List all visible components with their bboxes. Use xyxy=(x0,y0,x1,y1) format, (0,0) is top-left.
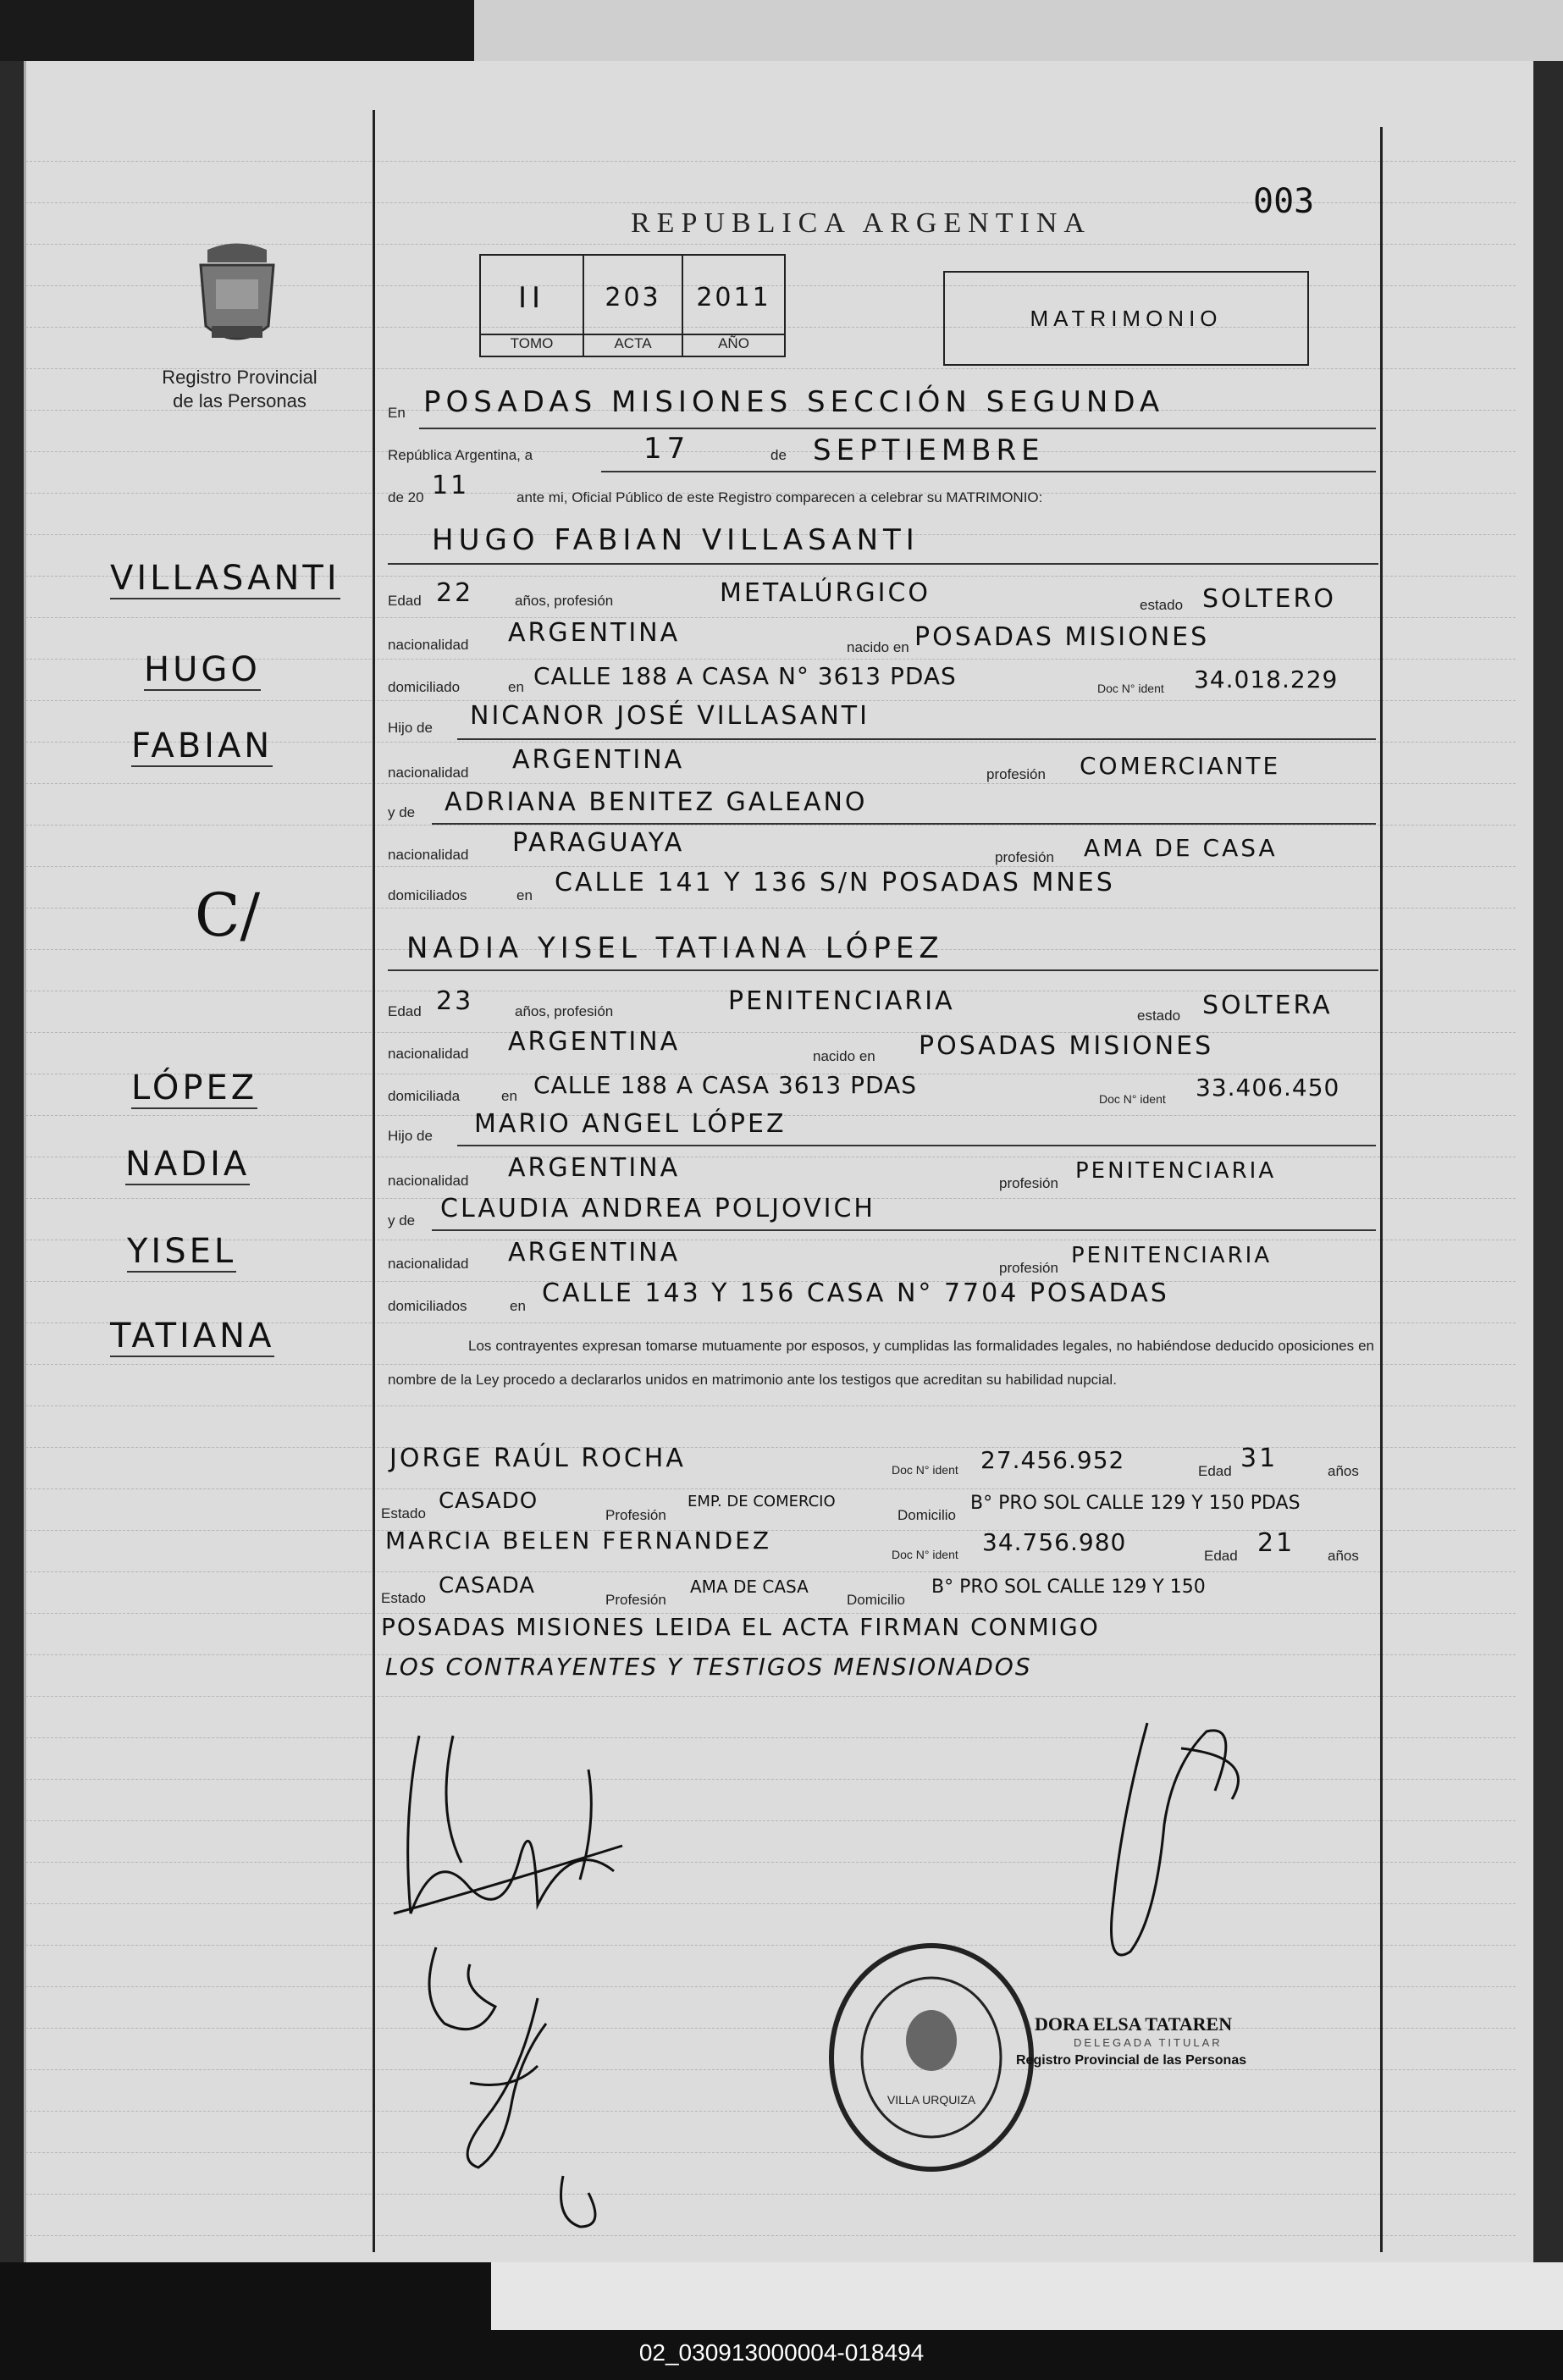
statement: ante mi, Oficial Público de este Registro comparecen a celebrar su MATRIMONIO: xyxy=(516,489,1043,505)
ruled-line xyxy=(25,2069,1516,2070)
tomo-value: II xyxy=(517,281,546,315)
day: 17 xyxy=(643,432,691,466)
groom-mother-prof-label: profesión xyxy=(995,849,1054,865)
ruled-line xyxy=(25,2152,1516,2153)
groom-birthplace: POSADAS MISIONES xyxy=(914,622,1210,652)
groom-parents-address: CALLE 141 Y 136 S/N POSADAS MNES xyxy=(555,868,1115,897)
ruled-line xyxy=(25,825,1516,826)
groom-en-label: en xyxy=(508,679,524,695)
bride-dom-label: domiciliada xyxy=(388,1088,461,1104)
bride-name-line xyxy=(388,969,1378,971)
bride-parents-address: CALLE 143 Y 156 CASA N° 7704 POSADAS xyxy=(542,1278,1169,1308)
bride-yde-label: y de xyxy=(388,1212,416,1229)
bride-mother-prof-label: profesión xyxy=(999,1260,1058,1276)
ruled-line xyxy=(25,2194,1516,2195)
witness2-name: MARCIA BELEN FERNANDEZ xyxy=(385,1527,772,1554)
witness1-name: JORGE RAÚL ROCHA xyxy=(389,1444,686,1473)
official-org: Registro Provincial de las Personas xyxy=(1016,2053,1247,2068)
witness2-estado-label: Estado xyxy=(381,1590,426,1606)
date-line xyxy=(601,471,1376,472)
groom-father: NICANOR JOSÉ VILLASANTI xyxy=(470,701,870,731)
province-emblem xyxy=(191,241,284,360)
place: POSADAS MISIONES SECCIÓN SEGUNDA xyxy=(423,385,1165,419)
margin-bride-middle: YISEL xyxy=(127,1232,237,1271)
ruled-line xyxy=(25,1945,1516,1946)
bride-age: 23 xyxy=(436,986,474,1016)
act-type: MATRIMONIO xyxy=(1030,305,1223,331)
registry-name-line1: Registro Provincial xyxy=(162,367,318,388)
bride-father-nac-label: nacionalidad xyxy=(388,1173,469,1189)
witness1-edad-label: Edad xyxy=(1198,1463,1232,1479)
witness2-profession: AMA DE CASA xyxy=(690,1577,809,1597)
bride-doc: 33.406.450 xyxy=(1196,1074,1340,1102)
groom-yde-label: y de xyxy=(388,804,416,820)
groom-parents-en-label: en xyxy=(516,887,533,903)
year-prefix: de 20 xyxy=(388,489,424,505)
groom-mother-line xyxy=(432,823,1376,825)
anio-value: 2011 xyxy=(696,283,771,312)
groom-doc-label: Doc N° ident xyxy=(1097,682,1164,695)
groom-edad-label: Edad xyxy=(388,593,422,609)
witness1-anos-label: años xyxy=(1328,1463,1359,1479)
ruled-line xyxy=(25,2111,1516,2112)
bride-parents-en-label: en xyxy=(510,1298,526,1314)
bride-estado-label: estado xyxy=(1137,1008,1181,1024)
witness1-profession: EMP. DE COMERCIO xyxy=(688,1493,836,1510)
ruled-line xyxy=(25,1405,1516,1406)
record-box xyxy=(479,254,786,357)
margin-groom-surname: VILLASANTI xyxy=(110,559,340,598)
ruled-line xyxy=(25,1779,1516,1780)
country-title: REPUBLICA ARGENTINA xyxy=(631,207,1091,239)
witness1-dom-label: Domicilio xyxy=(897,1507,956,1523)
declaration-text: Los contrayentes expresan tomarse mutuamente por esposos, y cumplidas las formalidades legales, no habiéndose deducido oposiciones en nombre de la Ley procedo a declararlos unidos en matrimonio ante los testigos que acreditan su habilidad nupcial. xyxy=(388,1338,1374,1388)
acta-label: ACTA xyxy=(584,334,682,352)
ruled-line xyxy=(25,866,1516,867)
margin-bride-first: NADIA xyxy=(125,1145,251,1184)
groom-father-prof-label: profesión xyxy=(986,766,1046,782)
witness1-doc: 27.456.952 xyxy=(980,1446,1125,1474)
ruled-line xyxy=(25,1696,1516,1697)
bride-parents-dom-label: domiciliados xyxy=(388,1298,467,1314)
groom-parents-dom-label: domiciliados xyxy=(388,887,467,903)
tomo-label: TOMO xyxy=(481,334,583,352)
year-suffix: 11 xyxy=(432,471,470,500)
ruled-line xyxy=(25,1903,1516,1904)
bride-father: MARIO ANGEL LÓPEZ xyxy=(474,1109,787,1139)
bride-hijo-label: Hijo de xyxy=(388,1128,433,1144)
bride-father-profession: PENITENCIARIA xyxy=(1075,1158,1277,1184)
ruled-line xyxy=(25,2235,1516,2236)
en-label: En xyxy=(388,405,406,421)
witness2-age: 21 xyxy=(1257,1528,1295,1558)
month: SEPTIEMBRE xyxy=(813,433,1045,467)
bride-mother-profession: PENITENCIARIA xyxy=(1071,1243,1273,1268)
ruled-line xyxy=(25,1032,1516,1033)
groom-estado-label: estado xyxy=(1140,597,1184,613)
witness2-anos-label: años xyxy=(1328,1548,1359,1564)
witness2-status: CASADA xyxy=(439,1573,536,1599)
anio-label: AÑO xyxy=(683,334,784,352)
ruled-line xyxy=(25,2028,1516,2029)
witness1-age: 31 xyxy=(1240,1444,1279,1473)
groom-hijo-label: Hijo de xyxy=(388,720,433,736)
folio-number: 003 xyxy=(1253,182,1315,221)
witness1-estado-label: Estado xyxy=(381,1505,426,1521)
groom-nac-label: nacionalidad xyxy=(388,637,469,653)
bride-address: CALLE 188 A CASA 3613 PDAS xyxy=(533,1071,917,1099)
witness2-dom-label: Domicilio xyxy=(847,1592,905,1608)
republica-label: República Argentina, a xyxy=(388,447,533,463)
closing-line1: POSADAS MISIONES LEIDA EL ACTA FIRMAN CONMIGO xyxy=(381,1613,1100,1641)
anio-cell xyxy=(683,256,784,356)
groom-doc: 34.018.229 xyxy=(1194,665,1339,693)
bride-profession: PENITENCIARIA xyxy=(728,986,955,1016)
groom-address: CALLE 188 A CASA N° 3613 PDAS xyxy=(533,662,957,690)
bride-name: NADIA YISEL TATIANA LÓPEZ xyxy=(406,931,944,965)
act-type-box xyxy=(943,271,1309,366)
groom-nationality: ARGENTINA xyxy=(508,618,681,648)
witness2-prof-label: Profesión xyxy=(605,1592,666,1608)
witness1-address: B° PRO SOL CALLE 129 Y 150 PDAS xyxy=(970,1493,1301,1514)
bride-father-line xyxy=(457,1145,1376,1146)
groom-name: HUGO FABIAN VILLASANTI xyxy=(432,523,920,557)
groom-father-profession: COMERCIANTE xyxy=(1080,752,1281,780)
margin-bride-third: TATIANA xyxy=(110,1317,275,1356)
groom-father-nationality: ARGENTINA xyxy=(512,745,685,775)
witness2-address: B° PRO SOL CALLE 129 Y 150 xyxy=(931,1577,1206,1598)
seal-center-text: VILLA URQUIZA xyxy=(886,2093,976,2107)
official-title: DELEGADA TITULAR xyxy=(1074,2036,1223,2049)
bride-status: SOLTERA xyxy=(1202,991,1333,1020)
margin-bride-surname: LÓPEZ xyxy=(131,1069,258,1107)
ruled-line xyxy=(25,1862,1516,1863)
ruled-line xyxy=(25,1488,1516,1489)
registry-name-line2: de las Personas xyxy=(173,390,307,411)
witness2-doc: 34.756.980 xyxy=(982,1528,1127,1556)
ruled-line xyxy=(25,1820,1516,1821)
closing-line2: LOS CONTRAYENTES Y TESTIGOS MENSIONADOS xyxy=(385,1653,1032,1681)
margin-connector: C/ xyxy=(195,881,261,950)
bride-mother: CLAUDIA ANDREA POLJOVICH xyxy=(440,1194,875,1223)
witness1-doc-label: Doc N° ident xyxy=(892,1463,958,1477)
bride-father-prof-label: profesión xyxy=(999,1175,1058,1191)
groom-status: SOLTERO xyxy=(1202,584,1336,614)
bride-edad-label: Edad xyxy=(388,1003,422,1019)
de-label: de xyxy=(770,447,787,463)
official-name: DORA ELSA TATAREN xyxy=(1035,2013,1233,2035)
official-signature xyxy=(1071,1698,1291,2007)
groom-mother-nationality: PARAGUAYA xyxy=(512,828,685,858)
bride-mother-nac-label: nacionalidad xyxy=(388,1256,469,1272)
acta-value: 203 xyxy=(605,283,661,312)
groom-name-line xyxy=(388,563,1378,565)
margin-line-right xyxy=(1380,127,1383,2252)
bride-doc-label: Doc N° ident xyxy=(1099,1092,1166,1106)
ruled-line xyxy=(25,617,1516,618)
document-id: 02_030913000004-018494 xyxy=(638,2339,925,2366)
acta-cell xyxy=(584,256,683,356)
groom-profession: METALÚRGICO xyxy=(720,578,931,608)
groom-age: 22 xyxy=(436,578,474,608)
bride-nac-label: nacionalidad xyxy=(388,1046,469,1062)
bride-birthplace: POSADAS MISIONES xyxy=(919,1031,1214,1061)
witness1-prof-label: Profesión xyxy=(605,1507,666,1523)
groom-father-line xyxy=(457,738,1376,740)
ruled-line xyxy=(25,161,1516,162)
groom-mother-nac-label: nacionalidad xyxy=(388,847,469,863)
ruled-line xyxy=(25,1737,1516,1738)
margin-groom-middle: FABIAN xyxy=(131,726,273,765)
groom-mother-profession: AMA DE CASA xyxy=(1084,834,1278,862)
margin-line-left xyxy=(373,110,375,2252)
ruled-line xyxy=(25,783,1516,784)
ruled-line xyxy=(25,1571,1516,1572)
tomo-cell xyxy=(481,256,584,356)
witness1-status: CASADO xyxy=(439,1488,538,1514)
bride-father-nationality: ARGENTINA xyxy=(508,1153,681,1183)
ruled-line xyxy=(25,1986,1516,1987)
witness2-edad-label: Edad xyxy=(1204,1548,1238,1564)
bride-anos-label: años, profesión xyxy=(515,1003,614,1019)
groom-father-nac-label: nacionalidad xyxy=(388,765,469,781)
bride-nationality: ARGENTINA xyxy=(508,1027,681,1057)
signature-group xyxy=(385,1719,690,2273)
margin-groom-first: HUGO xyxy=(144,650,261,689)
groom-nacido-label: nacido en xyxy=(847,639,909,655)
bride-en-label: en xyxy=(501,1088,517,1104)
groom-dom-label: domiciliado xyxy=(388,679,461,695)
bride-nacido-label: nacido en xyxy=(813,1048,875,1064)
official-seal xyxy=(826,1939,1037,2180)
groom-anos-label: años, profesión xyxy=(515,593,614,609)
bride-mother-nationality: ARGENTINA xyxy=(508,1238,681,1267)
background-top-right xyxy=(474,0,1563,61)
witness2-doc-label: Doc N° ident xyxy=(892,1548,958,1561)
ruled-line xyxy=(25,1447,1516,1448)
groom-mother: ADRIANA BENITEZ GALEANO xyxy=(445,787,868,817)
place-line xyxy=(419,428,1376,429)
bride-mother-line xyxy=(432,1229,1376,1231)
